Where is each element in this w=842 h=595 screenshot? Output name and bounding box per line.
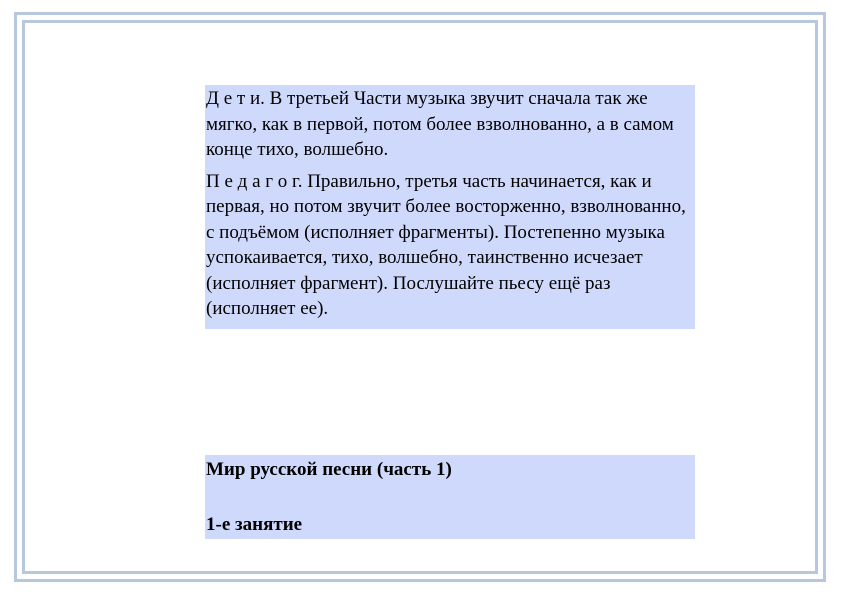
lesson-title: Мир русской песни (часть 1)	[206, 459, 452, 480]
children-paragraph	[206, 86, 694, 163]
lesson-subtitle: 1-е занятие	[206, 514, 303, 535]
dialog-text-block	[205, 85, 695, 329]
teacher-paragraph	[206, 169, 694, 322]
children-speaker: Д е т и.	[206, 88, 265, 109]
teacher-speaker: П е д а г о г.	[206, 170, 303, 192]
lesson-title-block	[205, 455, 695, 539]
children-text: В третьей Части музыка звучит сначала так же мягко, как в первой, потом более взволнованно, а в самом конце тихо, волшебно.	[206, 88, 674, 160]
teacher-text: Правильно, третья часть начинается, как и первая, но потом звучит более восторженно, взволнованно, с подъёмом (исполняет фрагменты). Постепенно музыка успокаивается, тихо, волшебно, таинственно исчезает (исполняет фрагмент). Послушайте пьесу ещё раз (исполняет ее).	[206, 170, 686, 319]
